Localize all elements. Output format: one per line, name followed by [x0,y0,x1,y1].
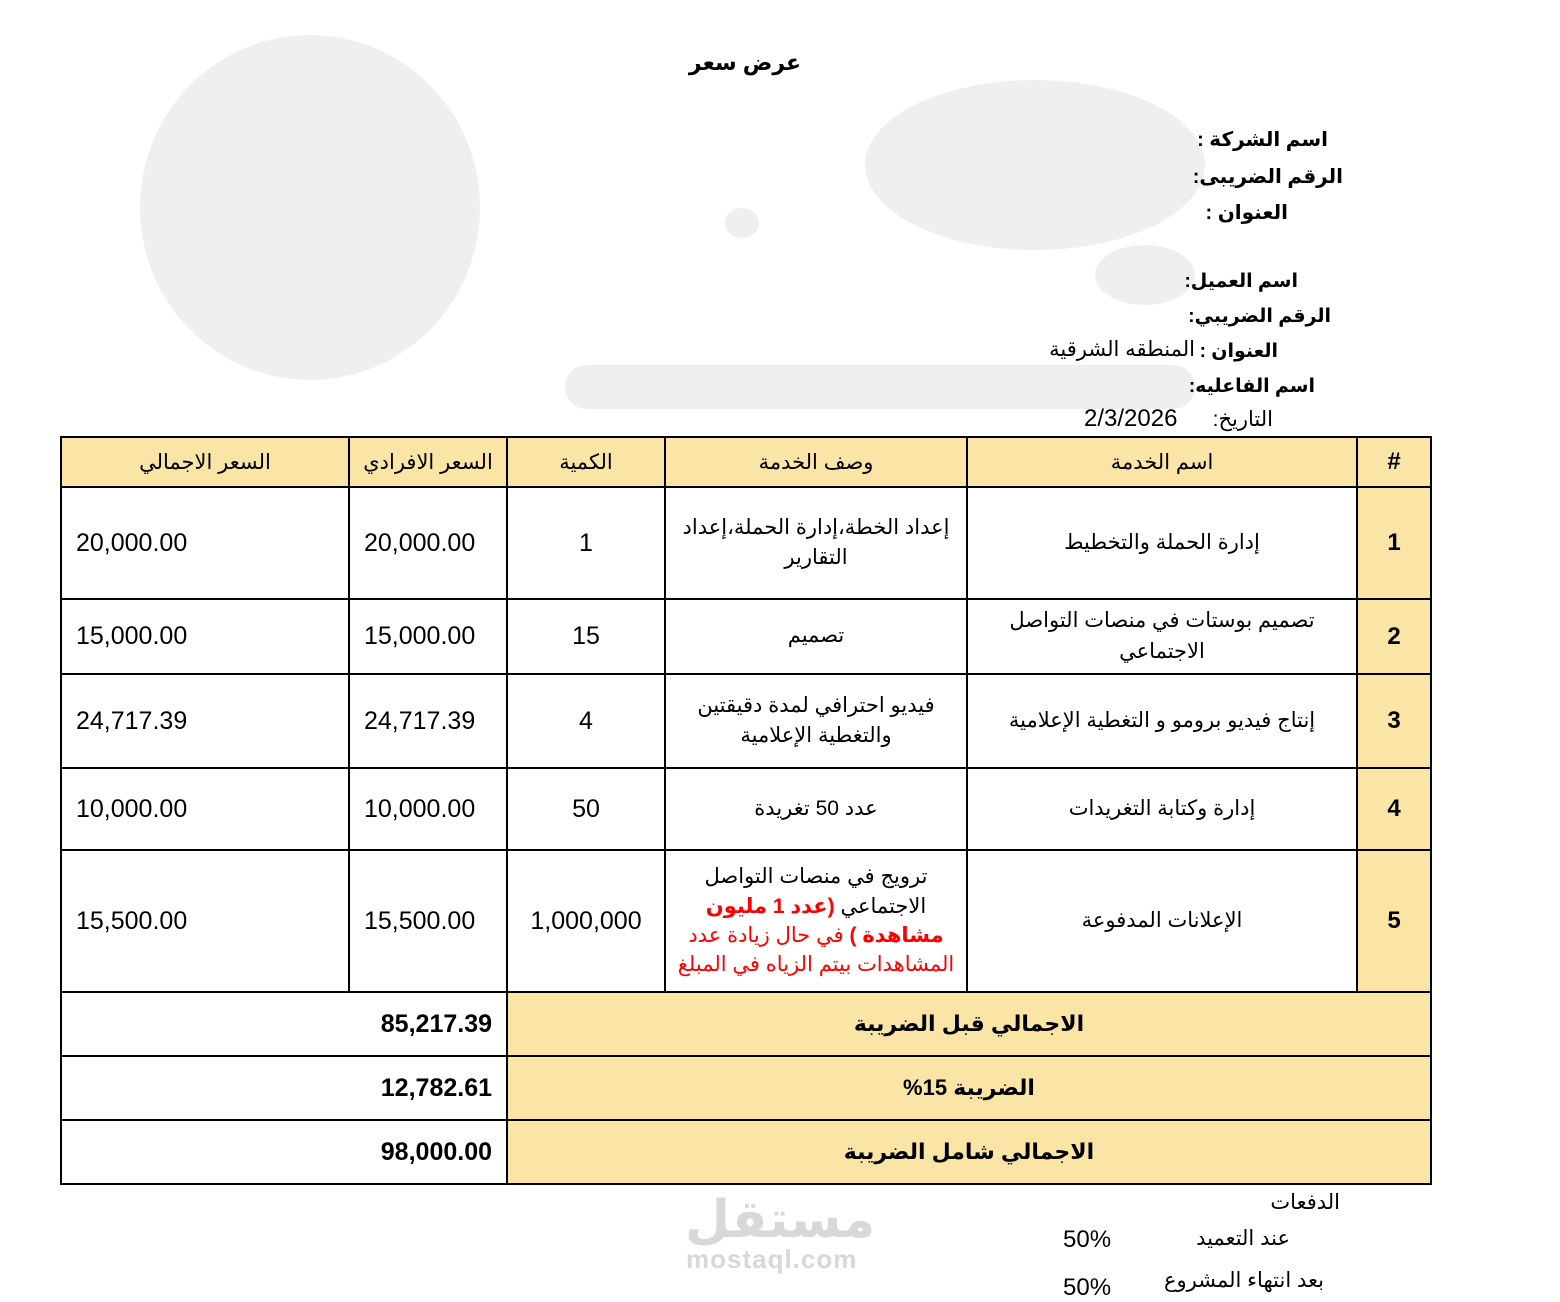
payment-2-label: بعد انتهاء المشروع [1163,1269,1324,1292]
watermark-url: mostaql.com [686,1244,858,1274]
payment-2-percent: 50% [1063,1274,1112,1301]
subtotal-row [61,992,1431,1056]
header-index: # [1357,437,1431,487]
tax-label: الضريبة 15% [507,1056,1431,1120]
row-index: 2 [1357,599,1431,674]
document-title: عرض سعر [688,50,802,75]
table-row [61,850,1431,992]
desc-plain-text: ترويج في منصات التواصل الاجتماعي [704,865,928,918]
row-quantity: 1,000,000 [507,850,665,992]
table-row [61,487,1431,599]
redaction-blob-right [865,80,1205,250]
row-service-name: تصميم بوستات في منصات التواصل الاجتماعي [967,599,1357,674]
client-tax-label: الرقم الضريبي: [1188,306,1331,327]
client-address-value: المنطقه الشرقية [1049,338,1195,361]
subtotal-value: 85,217.39 [61,992,507,1056]
redaction-blob-small [1095,245,1195,305]
grand-total-row [61,1120,1431,1184]
row-unit-price: 10,000.00 [349,768,507,850]
header-unit-price: السعر الافرادي [349,437,507,487]
row-index: 5 [1357,850,1431,992]
header-service-desc: وصف الخدمة [665,437,967,487]
row-unit-price: 15,000.00 [349,599,507,674]
company-name-label: اسم الشركة : [1197,129,1328,151]
tax-row [61,1056,1431,1120]
company-tax-label: الرقم الضريبى: [1192,166,1343,188]
row-service-name: إدارة الحملة والتخطيط [967,487,1357,599]
row-service-desc: إعداد الخطة،إدارة الحملة،إعداد التقارير [665,487,967,599]
table-row [61,674,1431,768]
row-total-price: 15,500.00 [61,850,349,992]
row-index: 3 [1357,674,1431,768]
row-unit-price: 24,717.39 [349,674,507,768]
quote-table [60,436,1432,1185]
row-service-name: إنتاج فيديو برومو و التغطية الإعلامية [967,674,1357,768]
desc-note-text: في حال زيادة عدد المشاهدات بيتم الزياه في المبلغ [677,924,955,977]
row-quantity: 1 [507,487,665,599]
redaction-blob-bar [565,365,1195,409]
row-service-name: إدارة وكتابة التغريدات [967,768,1357,850]
table-row [61,768,1431,850]
table-row [61,599,1431,674]
row-total-price: 15,000.00 [61,599,349,674]
row-quantity: 50 [507,768,665,850]
row-service-desc: تصميم [665,599,967,674]
date-value: 2/3/2026 [1084,405,1178,432]
row-index: 4 [1357,768,1431,850]
watermark-logo: مستقل [685,1191,876,1249]
row-unit-price: 15,500.00 [349,850,507,992]
date-label: التاريخ: [1212,408,1273,431]
client-address-label: العنوان : [1199,341,1278,362]
desc-highlight-text: (عدد 1 مليون مشاهدة ) [705,894,944,947]
header-service-name: اسم الخدمة [967,437,1357,487]
client-event-label: اسم الفاعليه: [1188,376,1315,397]
grand-total-value: 98,000.00 [61,1120,507,1184]
company-address-label: العنوان : [1205,202,1288,224]
row-total-price: 10,000.00 [61,768,349,850]
table-header-row [61,437,1431,487]
redaction-blob-left [140,35,480,380]
header-quantity: الكمية [507,437,665,487]
payments-title: الدفعات [1270,1191,1340,1214]
header-total-price: السعر الاجمالي [61,437,349,487]
payment-1-label: عند التعميد [1196,1227,1290,1250]
redaction-blob-dot [725,208,759,238]
row-service-desc: فيديو احترافي لمدة دقيقتين والتغطية الإعلامية [665,674,967,768]
client-name-label: اسم العميل: [1184,271,1298,292]
grand-total-label: الاجمالي شامل الضريبة [507,1120,1431,1184]
tax-value: 12,782.61 [61,1056,507,1120]
row-unit-price: 20,000.00 [349,487,507,599]
row-total-price: 20,000.00 [61,487,349,599]
row-service-desc [665,850,967,992]
payment-1-percent: 50% [1063,1226,1112,1253]
row-index: 1 [1357,487,1431,599]
row-service-name: الإعلانات المدفوعة [967,850,1357,992]
subtotal-label: الاجمالي قبل الضريبة [507,992,1431,1056]
row-service-desc: عدد 50 تغريدة [665,768,967,850]
row-quantity: 4 [507,674,665,768]
row-quantity: 15 [507,599,665,674]
row-total-price: 24,717.39 [61,674,349,768]
